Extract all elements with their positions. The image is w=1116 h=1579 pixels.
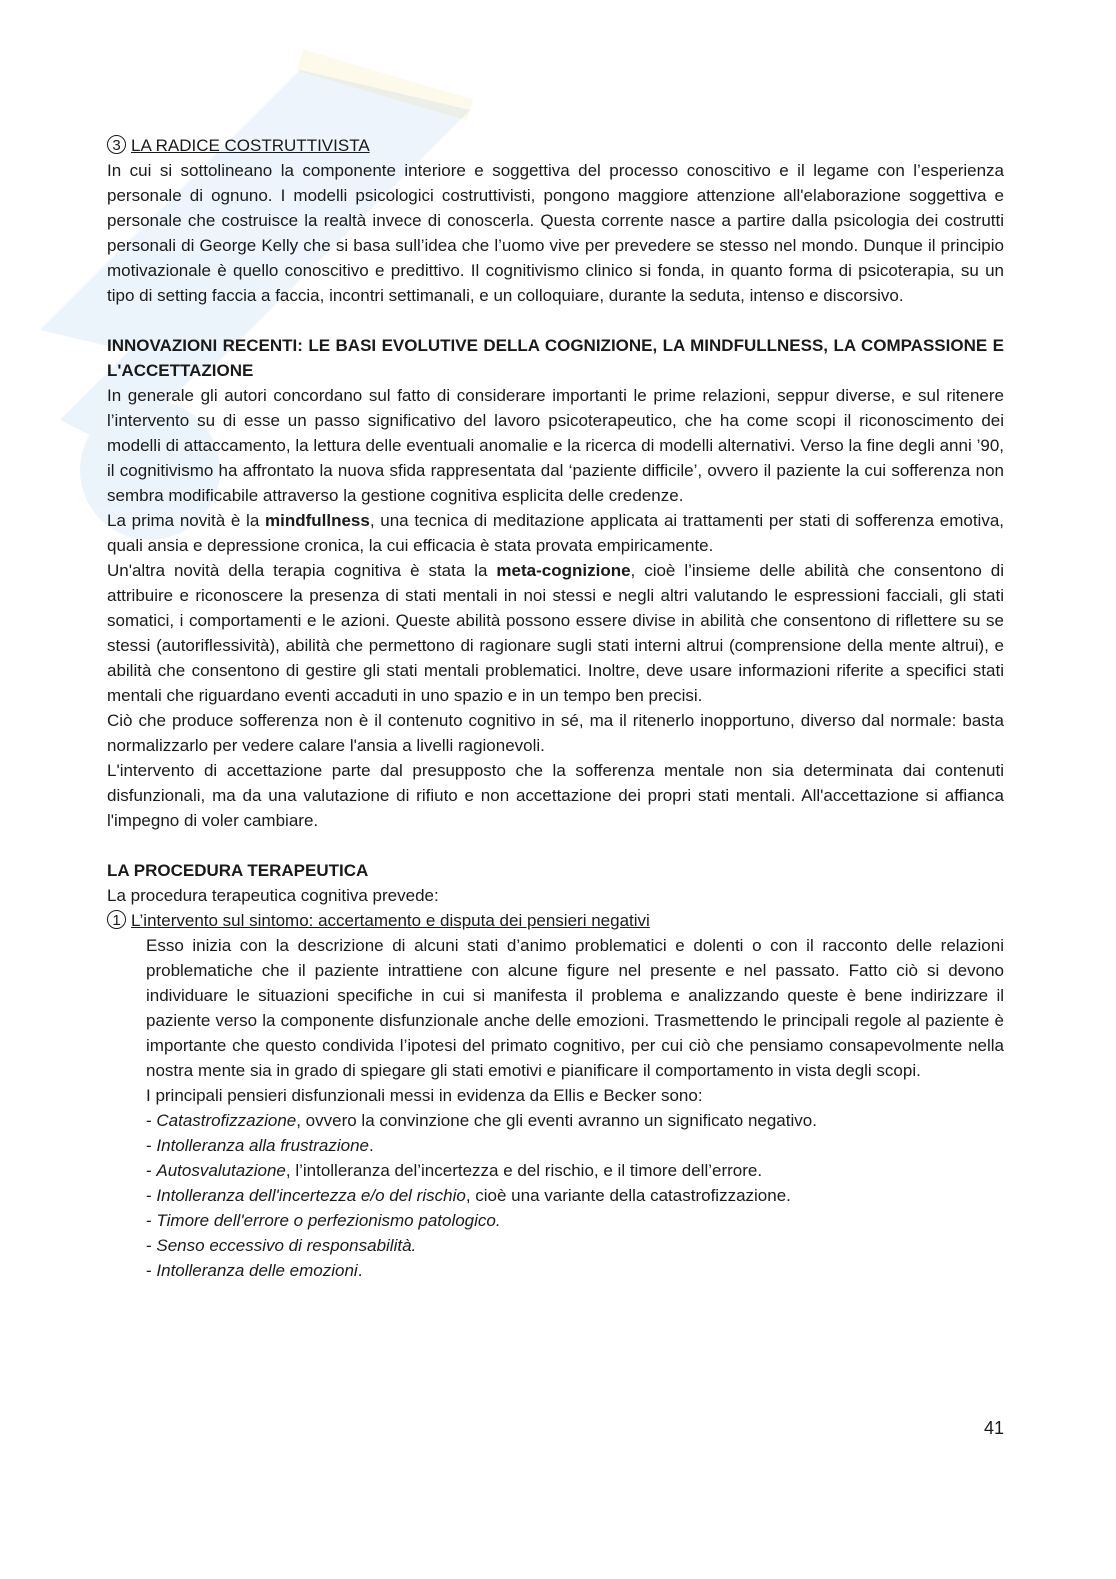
page-content: [107, 133, 1004, 1283]
term-meta-cognizione: meta-cognizione: [496, 561, 631, 580]
procedura-item-title-line: [107, 908, 1004, 933]
procedura-heading: LA PROCEDURA TERAPEUTICA: [107, 861, 369, 880]
innovazioni-paragraph-1: In generale gli autori concordano sul fatto di considerare importanti le prime relazioni, seppur diverse, e sul ritenere l’intervento su di esse un passo significativo del lavoro psicoterapeutico, che ha come scopi il riconoscimento dei modelli di attaccamento, la lettura delle eventuali anomalie e la ricerca di modelli alternativi. Verso la fine degli anni ’90, il cognitivismo ha affrontato la nuova sfida rappresentata dal ‘paziente difficile’, ovvero il paziente la cui sofferenza non sembra modificabile attraverso la gestione cognitiva esplicita delle credenze.: [107, 386, 1004, 505]
innovazioni-heading: INNOVAZIONI RECENTI: LE BASI EVOLUTIVE DELLA COGNIZIONE, LA MINDFULLNESS, LA COMPASSIONE E L'ACCETTAZIONE: [107, 336, 1004, 380]
procedura-item-title: L’intervento sul sintomo: accertamento e disputa dei pensieri negativi: [131, 911, 650, 930]
innovazioni-paragraph-5: L'intervento di accettazione parte dal presupposto che la sofferenza mentale non sia determinata dai contenuti disfunzionali, ma da una valutazione di rifiuto e non accettazione dei propri stati mentali. All'accettazione si affianca l'impegno di voler cambiare.: [107, 761, 1004, 830]
list-item: - Intolleranza delle emozioni.: [146, 1261, 363, 1280]
innovazioni-paragraph-3: Un'altra novità della terapia cognitiva è stata la meta-cognizione, cioè l’insieme delle abilità che consentono di attribuire e riconoscere la presenza di stati mentali in noi stessi e negli altri valutando le espressioni facciali, gli stati somatici, i comportamenti e le azioni. Queste abilità possono essere divise in abilità che consentono di riflettere su se stessi (autoriflessività), abilità che permettono di ragionare sugli stati interni altrui (comprensione della mente altrui), e abilità che consentono di gestire gli stati mentali problematici. Inoltre, deve usare informazioni riferite a specifici stati mentali che riguardano eventi accaduti in uno spazio e in un tempo ben precisi.: [107, 561, 1005, 705]
list-item: - Autosvalutazione, l’intolleranza del’incertezza e del rischio, e il timore dell’errore.: [146, 1161, 763, 1180]
list-item: - Intolleranza dell'incertezza e/o del rischio, cioè una variante della catastrofizzazione.: [146, 1186, 791, 1205]
list-item: - Intolleranza alla frustrazione.: [146, 1136, 374, 1155]
section-number-circle: 3: [107, 135, 126, 154]
list-item: - Timore dell'errore o perfezionismo patologico.: [146, 1211, 501, 1230]
procedura-list-intro: I principali pensieri disfunzionali messi in evidenza da Ellis e Becker sono:: [146, 1086, 703, 1105]
procedura-item-body: Esso inizia con la descrizione di alcuni stati d’animo problematici e dolenti o con il racconto delle relazioni problematiche che il paziente intrattiene con alcune figure nel presente e nel passato. Fatto ciò si devono individuare le situazioni specifiche in cui si manifesta il problema e analizzando queste è bene indirizzare il paziente verso la componente disfunzionale anche delle emozioni. Trasmettendo le principali regole al paziente è importante che questo condivida l’ipotesi del primato cognitivo, per cui ciò che pensiamo consapevolmente nella nostra mente sia in grado di spiegare gli stati emotivi e pianificare il comportamento in vista degli scopi.: [146, 936, 1004, 1080]
procedura-intro: La procedura terapeutica cognitiva prevede:: [107, 886, 439, 905]
innovazioni-paragraph-4: Ciò che produce sofferenza non è il contenuto cognitivo in sé, ma il ritenerlo inopportuno, diverso dal normale: basta normalizzarlo per vedere calare l'ansia a livelli ragionevoli.: [107, 711, 1004, 755]
list-item: - Catastrofizzazione, ovvero la convinzione che gli eventi avranno un significato negativo.: [146, 1111, 817, 1130]
innovazioni-paragraph-2: La prima novità è la mindfullness, una tecnica di meditazione applicata ai trattamenti per stati di sofferenza emotiva, quali ansia e depressione cronica, la cui efficacia è stata provata empiricamente.: [107, 511, 1004, 555]
item-number-circle: 1: [107, 910, 126, 929]
section3-body: In cui si sottolineano la componente interiore e soggettiva del processo conoscitivo e il legame con l’esperienza personale di ognuno. I modelli psicologici costruttivisti, pongono maggiore attenzione all'elaborazione soggettiva e personale che costruisce la realtà invece di conoscerla. Questa corrente nasce a partire dalla psicologia dei costrutti personali di George Kelly che si basa sull’idea che l’uomo vive per prevedere se stesso nel mondo. Dunque il principio motivazionale è quello conoscitivo e predittivo. Il cognitivismo clinico si fonda, in quanto forma di psicoterapia, su un tipo di setting faccia a faccia, incontri settimanali, e un colloquiare, durante la seduta, intenso e discorsivo.: [107, 161, 1004, 305]
procedura-item-content: [107, 933, 1004, 1283]
list-item: - Senso eccessivo di responsabilità.: [146, 1236, 417, 1255]
term-mindfullness: mindfullness: [264, 511, 370, 530]
page-number: 41: [983, 1418, 1004, 1438]
dysfunctional-thoughts-list: [146, 1108, 1004, 1283]
section3-title: LA RADICE COSTRUTTIVISTA: [131, 136, 370, 155]
section3-title-line: [107, 133, 1004, 158]
